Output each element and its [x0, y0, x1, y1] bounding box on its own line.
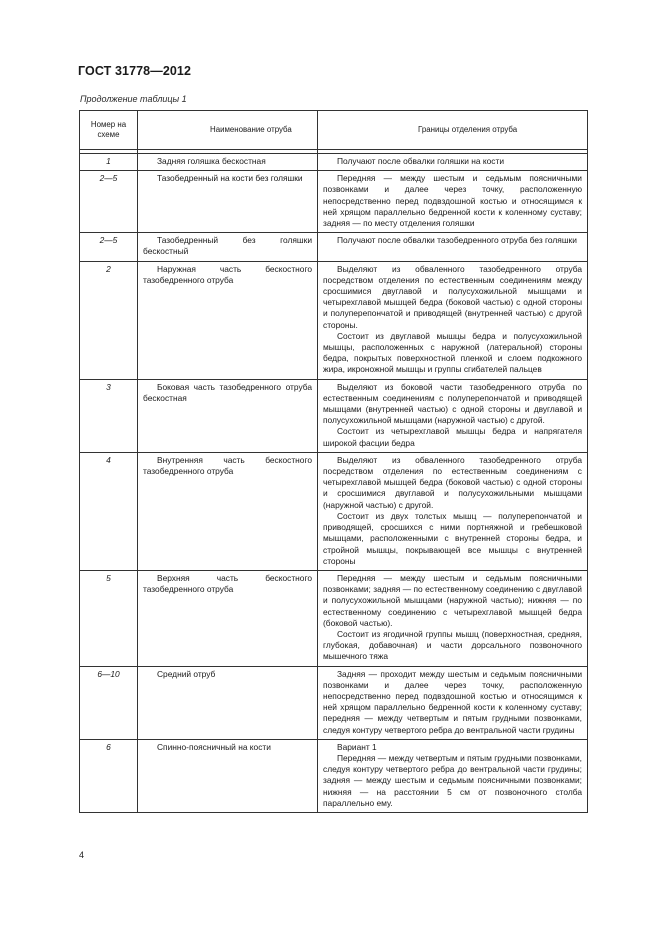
cell-number: 4 [80, 452, 138, 570]
bounds-paragraph: Состоит из ягодичной группы мышц (поверхностная, средняя, глубокая, добавочная) и части дорсального позвоночного мышечного тяжа [323, 628, 582, 662]
cuts-table [79, 110, 588, 813]
table-row [80, 233, 588, 261]
cell-bounds [318, 739, 588, 812]
cell-number: 2—5 [80, 233, 138, 261]
cell-name [138, 739, 318, 812]
cell-bounds [318, 154, 588, 171]
header-number: Номер на схеме [80, 111, 138, 150]
cell-name-text: Внутренняя часть бескостного тазобедренного отруба [143, 454, 312, 477]
cell-number: 6—10 [80, 666, 138, 739]
bounds-paragraph: Получают после обвалки тазобедренного отруба без голяшки [337, 235, 577, 246]
cell-name [138, 233, 318, 261]
table-row [80, 739, 588, 812]
cell-name-text: Задняя голяшка бескостная [157, 156, 266, 166]
document-title: ГОСТ 31778—2012 [78, 64, 192, 78]
cell-number: 1 [80, 154, 138, 171]
cell-bounds [318, 379, 588, 452]
table-body [80, 154, 588, 813]
bounds-paragraph: Получают после обвалки голяшки на кости [337, 156, 505, 166]
cell-name [138, 570, 318, 666]
bounds-paragraph: Передняя — между шестым и седьмым поясничными позвонками и далее через точку, расположенную непосредственно перед подвздошной костью и относящимся к ней хрящом параллельно бедренной кости к коленному суставу; задняя — по месту отделения голяшки [323, 173, 582, 229]
page-number: 4 [79, 850, 85, 860]
bounds-paragraph: Передняя — между шестым и седьмым поясничными позвонками; задняя — по естественному соединению с двуглавой и полусухожильной мышцами (наружной частью); нижняя — по естественному соединению с четырехглавой мышцей бедра (боковой частью). [323, 572, 582, 628]
table-row [80, 171, 588, 233]
table-header-row [80, 111, 588, 150]
table-row [80, 570, 588, 666]
cell-number: 6 [80, 739, 138, 812]
cell-number: 2—5 [80, 171, 138, 233]
cell-bounds [318, 261, 588, 379]
cell-name [138, 452, 318, 570]
cell-name-text: Спинно-поясничный на кости [157, 741, 271, 752]
cell-bounds [318, 233, 588, 261]
table-row [80, 154, 588, 171]
cell-name-text: Верхняя часть бескостного тазобедренного отруба [143, 572, 312, 595]
cell-name-text: Наружная часть бескостного тазобедренного отруба [143, 263, 312, 285]
cell-name [138, 379, 318, 452]
cell-bounds [318, 570, 588, 666]
bounds-paragraph: Выделяют из обваленного тазобедренного отруба посредством отделения по естественным соединениям между сросшимися двуглавой и полусухожильной мышцами и четырехглавой мышцей бедра (боковой частью) с одной стороны и полуперепончатой и приводящей (внутренней частью) с другой стороны. [323, 263, 582, 330]
cell-bounds [318, 666, 588, 739]
cell-name-text: Средний отруб [157, 668, 216, 679]
header-bounds: Границы отделения отруба [318, 111, 588, 150]
table-row [80, 379, 588, 452]
table-row [80, 666, 588, 739]
table-row [80, 261, 588, 379]
bounds-paragraph: Передняя — между четвертым и пятым грудными позвонками, следуя контуру четвертого ребра до вентральной части грудины; задняя — между шестым и седьмым поясничными позвонками; нижняя — на расстоянии 5 см от позвоночного столба параллельно ему. [323, 752, 582, 808]
header-name: Наименование отруба [138, 111, 318, 150]
table-row [80, 452, 588, 570]
bounds-paragraph: Задняя — проходит между шестым и седьмым поясничными позвонками и далее через точку, расположенную непосредственно перед подвздошной костью и относящимся к ней хрящом параллельно бедренной кости к коленному суставу; передняя — между четвертым и пятым грудными позвонками, следуя контуру четвертого ребра до вентральной части грудины [323, 668, 582, 735]
table-continuation-caption: Продолжение таблицы 1 [80, 94, 187, 104]
cell-bounds [318, 171, 588, 233]
bounds-paragraph: Выделяют из обваленного тазобедренного отруба посредством отделения по естественным соединениям с четырехглавой мышцей бедра (боковой частью) с одной стороны и сросшимися двуглавой и полусухожильными мышцами (наружной частью) с другой. [323, 454, 582, 510]
bounds-paragraph: Состоит из двух толстых мышц — полуперепончатой и приводящей, сросшихся с ними портняжной и гребешковой мышцами, расположенными с внутренней стороны бедра, и стройной мышцы, покрывающей все мышцы с внутренней стороны [323, 510, 582, 566]
cell-number: 5 [80, 570, 138, 666]
bounds-paragraph: Состоит из четырехглавой мышцы бедра и напрягателя широкой фасции бедра [323, 426, 582, 448]
cell-name-text: Тазобедренный на кости без голяшки [157, 173, 303, 184]
cell-number: 3 [80, 379, 138, 452]
cell-name [138, 261, 318, 379]
cell-number: 2 [80, 261, 138, 379]
cell-bounds [318, 452, 588, 570]
cell-name [138, 154, 318, 171]
cell-name [138, 171, 318, 233]
cell-name-text: Боковая часть тазобедренного отруба бескостная [143, 381, 312, 403]
cell-name [138, 666, 318, 739]
cell-name-text: Тазобедренный без голяшки бескостный [143, 235, 312, 257]
bounds-paragraph: Вариант 1 [337, 741, 377, 752]
bounds-paragraph: Выделяют из боковой части тазобедренного отруба по естественным соединениям с полуперепончатой и приводящей мышцами (внутренней частью) с одной стороны и двуглавой и полусухожильной мышцами (наружной частью) с другой. [323, 381, 582, 426]
bounds-paragraph: Состоит из двуглавой мышцы бедра и полусухожильной мышцы, расположенных с наружной (латеральной) стороны бедра, покрытых поверхностной пленкой и слоем подкожного жира, икроножной мышцы и группы сгибателей пальцев [323, 330, 582, 375]
